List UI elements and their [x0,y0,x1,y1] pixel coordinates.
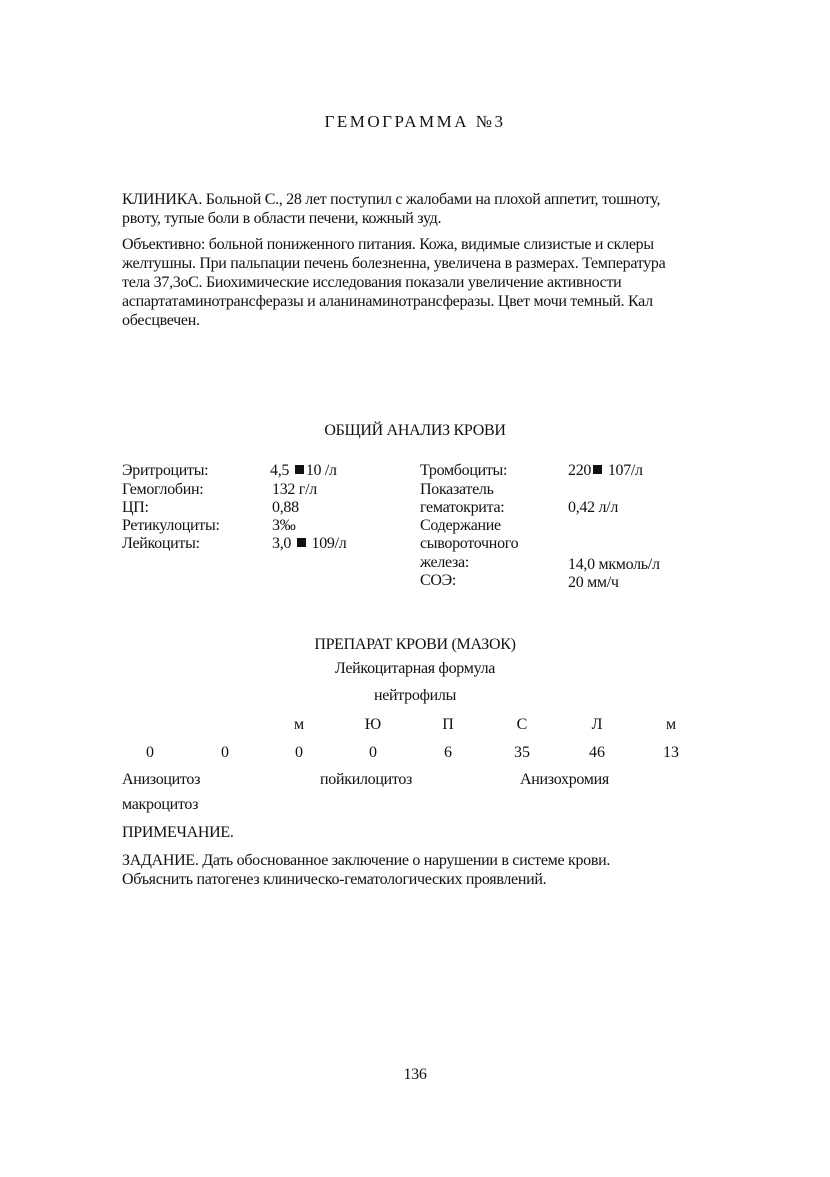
formula-value: 46 [589,744,605,761]
formula-column-header: Ю [364,716,382,733]
objective-line: желтушны. При пальпации печень болезненна, увеличена в размерах. Температура [122,255,666,272]
iron-label-3: железа: [420,554,469,571]
multiply-square-icon [593,465,602,474]
clinic-paragraph [122,190,712,228]
leukocytes-label: Лейкоциты: [122,535,200,552]
reticulocytes-value: 3‰ [272,517,296,534]
erythrocytes-label: Эритроциты: [122,462,209,479]
objective-line: тела 37,3оС. Биохимические исследования показали увеличение активности [122,274,622,291]
color-index-label: ЦП: [122,499,149,516]
clinic-line: КЛИНИКА. Больной С., 28 лет поступил с жалобами на плохой аппетит, тошноту, [122,191,661,208]
multiply-square-icon [295,465,304,474]
formula-value: 0 [295,744,303,761]
smear-heading: ПРЕПАРАТ КРОВИ (МАЗОК) [314,636,516,653]
formula-value: 35 [514,744,530,761]
task-line: Объяснить патогенез клиническо-гематологических проявлений. [122,871,547,888]
finding-anisochromia: Анизохромия [520,771,609,788]
esr-label: СОЭ: [420,572,457,589]
formula-column-header: м [293,716,305,733]
cbc-heading: ОБЩИЙ АНАЛИЗ КРОВИ [324,422,506,439]
objective-line: Объективно: больной пониженного питания. Кожа, видимые слизистые и склеры [122,236,654,253]
task-line: ЗАДАНИЕ. Дать обоснованное заключение о нарушении в системе крови. [122,852,611,869]
iron-label-2: сывороточного [420,535,519,552]
formula-column-header: Л [591,716,603,733]
formula-column-header: С [516,716,528,733]
hematocrit-label-2: гематокрита: [420,499,505,516]
thrombocytes-label: Тромбоциты: [420,462,508,479]
color-index-value: 0,88 [272,499,299,516]
finding-macrocytosis: макроцитоз [122,796,199,813]
objective-line: аспартатаминотрансферазы и аланинаминотрансферазы. Цвет мочи темный. Кал [122,293,653,310]
page-number: 136 [403,1066,427,1083]
note-label: ПРИМЕЧАНИЕ. [122,824,234,841]
formula-value: 0 [146,744,154,761]
task-paragraph [122,851,712,889]
formula-value: 6 [444,744,452,761]
formula-column-header: м [665,716,677,733]
hemoglobin-label: Гемоглобин: [122,481,204,498]
erythrocytes-value: 4,5 10 /л [270,462,337,479]
hematocrit-label-1: Показатель [420,481,494,498]
reticulocytes-label: Ретикулоциты: [122,517,220,534]
finding-poikilocytosis: пойкилоцитоз [320,771,413,788]
leukocytes-value: 3,0 109/л [272,535,347,552]
hemoglobin-value: 132 г/л [272,481,317,498]
formula-column-header: П [442,716,454,733]
leukocyte-formula-heading: Лейкоцитарная формула [334,660,496,677]
formula-value: 13 [663,744,679,761]
neutrophils-label: нейтрофилы [373,687,457,704]
iron-value: 14,0 мкмоль/л [568,556,660,573]
objective-paragraph [122,235,712,330]
multiply-square-icon [297,538,306,547]
page-title: ГЕМОГРАММА №3 [324,112,506,131]
esr-value: 20 мм/ч [568,574,619,591]
thrombocytes-value: 220 107/л [568,462,643,479]
formula-value: 0 [221,744,229,761]
finding-anisocytosis: Анизоцитоз [122,771,201,788]
clinic-line: рвоту, тупые боли в области печени, кожный зуд. [122,210,442,227]
objective-line: обесцвечен. [122,312,200,329]
iron-label-1: Содержание [420,517,501,534]
hematocrit-value: 0,42 л/л [568,499,619,516]
formula-value: 0 [369,744,377,761]
